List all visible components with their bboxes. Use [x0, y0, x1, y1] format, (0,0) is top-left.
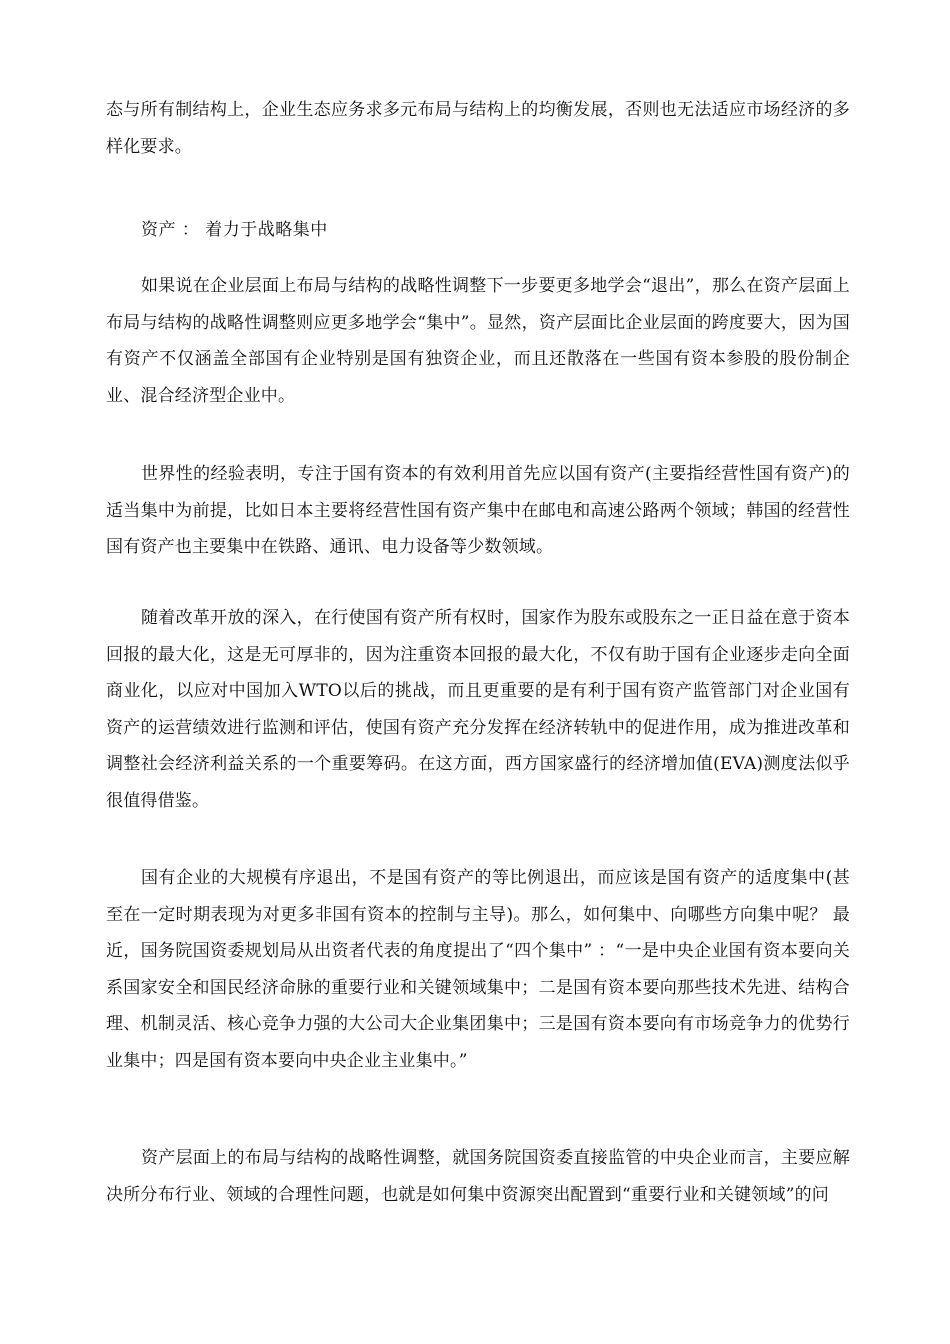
paragraph-concentration-intro: 如果说在企业层面上布局与结构的战略性调整下一步要更多地学会“退出”，那么在资产层面上布局与结构的战略性调整则应更多地学会“集中”。显然，资产层面比企业层面的跨度要大，因为国有资产不仅涵盖全部国有企业特别是国有独资企业，而且还散落在一些国有资本参股的股份制企业、混合经济型企业中。: [106, 276, 850, 406]
paragraph-reform-opening: 随着改革开放的深入，在行使国有资产所有权时，国家作为股东或股东之一正日益在意于资本回报的最大化，这是无可厚非的，因为注重资本回报的最大化，不仅有助于国有企业逐步走向全面商业化，以应对中国加入WTO以后的挑战，而且更重要的是有利于国有资产监管部门对企业国有资产的运营绩效进行监测和评估，使国有资产充分发挥在经济转轨中的促进作用，成为推进改革和调整社会经济利益关系的一个重要筹码。在这方面，西方国家盛行的经济增加值(EVA)测度法似乎很值得借鉴。: [106, 608, 850, 811]
paragraph-continuation: 态与所有制结构上，企业生态应务求多元布局与结构上的均衡发展，否则也无法适应市场经济的多样化要求。: [106, 100, 850, 157]
paragraph-world-experience: 世界性的经验表明，专注于国有资本的有效利用首先应以国有资产(主要指经营性国有资产)的适当集中为前提，比如日本主要将经营性国有资产集中在邮电和高速公路两个领域；韩国的经营性国有资产也主要集中在铁路、通讯、电力设备等少数领域。: [106, 464, 850, 557]
paragraph-asset-level-adjustment: 资产层面上的布局与结构的战略性调整，就国务院国资委直接监管的中央企业而言，主要应解决所分布行业、领域的合理性问题，也就是如何集中资源突出配置到“重要行业和关键领域”的问: [106, 1148, 850, 1205]
section-heading: 资产 ： 着力于战略集中: [141, 220, 328, 240]
paragraph-four-concentrations: 国有企业的大规模有序退出，不是国有资产的等比例退出，而应该是国有资产的适度集中(甚至在一定时期表现为对更多非国有资本的控制与主导)。那么，如何集中、向哪些方向集中呢？ 最近，国务院国资委规划局从出资者代表的角度提出了“四个集中” ：“一是中央企业国有资本要向关系国家安全和国民经济命脉的重要行业和关键领域集中；二是国有资本要向那些技术先进、结构合理、机制灵活、核心竞争力强的大公司大企业集团集中；三是国有资本要向有市场竞争力的优势行业集中；四是国有资本要向中央企业主业集中。”: [106, 868, 850, 1071]
